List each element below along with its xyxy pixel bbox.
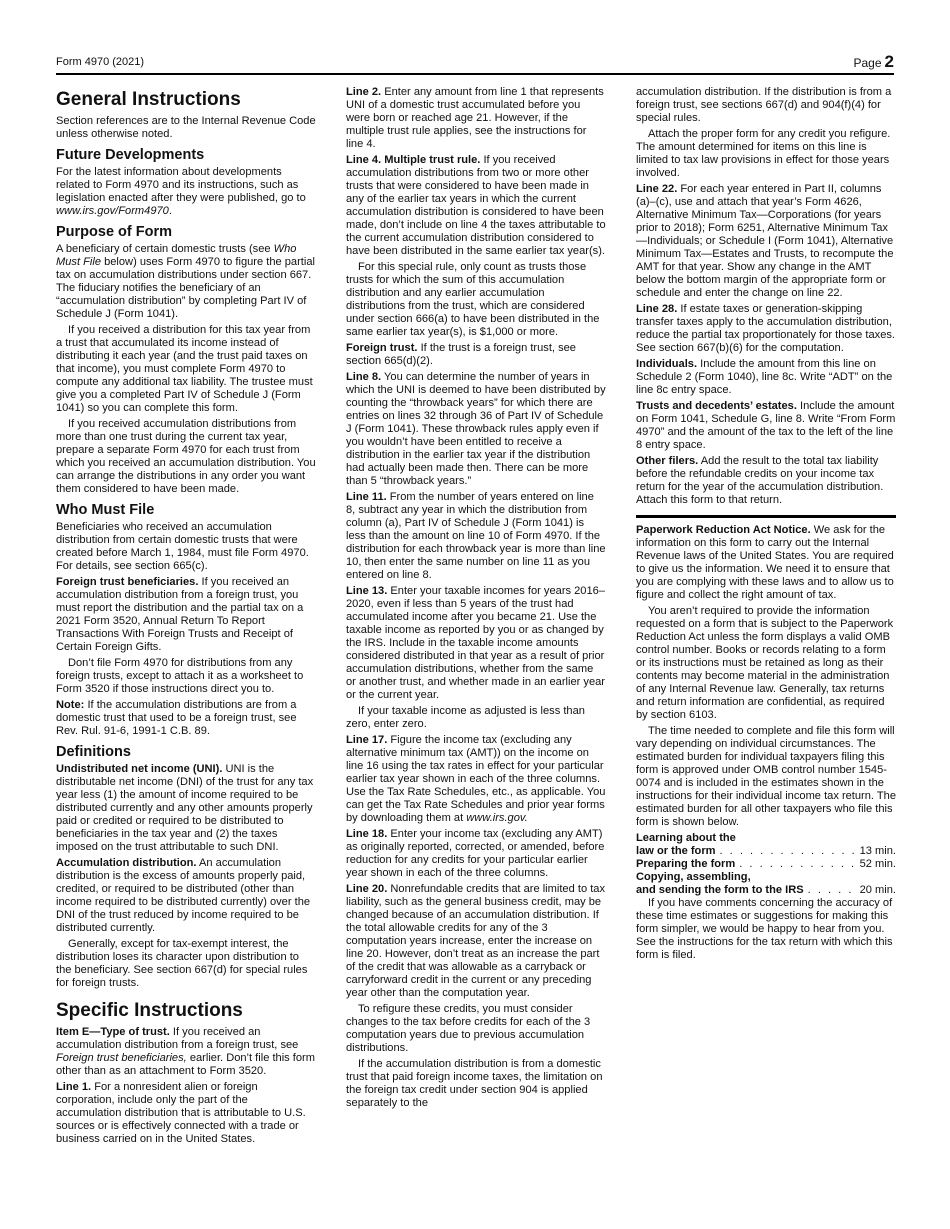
wmf-paragraph-2: Foreign trust beneficiaries. If you received an accumulation distribution from a foreign trust, you must report the distribution and the partial tax on a 2021 Form 3520, Annual Return To Report Transactions With Foreign Trusts and Receipt of Certain Foreign Gifts. (56, 576, 304, 653)
comments-paragraph: If you have comments concerning the accuracy of these time estimates or suggestions for making this form simpler, we would be happy to hear from you. See the instructions for the tax return with which this form is filed. (636, 897, 893, 961)
column-3 (636, 86, 896, 965)
future-developments-heading: Future Developments (56, 147, 205, 163)
continued-paragraph-2: Attach the proper form for any credit you refigure. The amount determined for items on this line is limited to tax law provisions in effect for those years involved. (636, 128, 891, 179)
paperwork-paragraph-3: The time needed to complete and file this form will vary depending on individual circumstances. The estimated burden for individual taxpayers filing this form is approved under OMB control number 1545-0074 and is included in the estimates shown in the instructions for their individual income tax return. The estimated burden for all other taxpayers who file this form is shown below. (636, 725, 897, 828)
line-22: Line 22. For each year entered in Part II, columns (a)–(c), use and attach that year’s Form 4626, Alternative Minimum Tax—Corporations (for years prior to 2018); Form 6251, Alternative Minimum Tax—Individuals; or Schedule I (Form 1041), Alternative Minimum Tax—Estates and Trusts, to recompute the AMT for that year. Show any change in the AMT below the bottom margin of the appropriate form or schedule and enter the change on line 22. (636, 183, 894, 299)
pf-paragraph-1: A beneficiary of certain domestic trusts (see Who Must File below) uses Form 4970 to figure the partial tax on accumulation distributions under section 667. The fiduciary notifies the beneficiary of an “accumulation distribution” by completing Part IV of Schedule J (Form 1041). (56, 243, 315, 320)
other-filers: Other filers. Add the result to the total tax liability before the refundable credits on your income tax return for the year of the accumulation distribution. Attach this form to that return. (636, 455, 884, 506)
page-label: Page (853, 56, 882, 70)
irs-link-2[interactable]: www.irs.gov. (466, 812, 528, 824)
line-4: Line 4. Multiple trust rule. If you received accumulation distributions from two or more other trusts that were considered to have been made in any of the earlier tax years in which the current accumulation distribution is considered to have been made, don’t include on line 4 the taxes attributable to the current accumulation distribution considered to have been distributed in the same earlier tax year(s). (346, 154, 606, 257)
paperwork-paragraph-2: You aren’t required to provide the information requested on a form that is subject to the Paperwork Reduction Act unless the form displays a valid OMB control number. Books or records relating to a form or its instructions must be retained as long as their contents may become material in the administration of any Internal Revenue law. Generally, tax returns and return information are confidential, as required by section 6103. (636, 605, 894, 721)
purpose-of-form-heading: Purpose of Form (56, 224, 173, 240)
wmf-paragraph-1: Beneficiaries who received an accumulation distribution from certain domestic trusts that were created before March 1, 1984, must file Form 4970. For details, see section 665(c). (56, 521, 309, 572)
def-uni: Undistributed net income (UNI). UNI is the distributable net income (DNI) of the trust for any tax year less (1) the amount of income required to be distributed currently and any other amounts properly paid or credited or required to be distributed to beneficiaries in the tax year and (2) the taxes imposed on the trust attributable to such DNI. (56, 763, 314, 853)
line-2: Line 2. Enter any amount from line 1 that represents UNI of a domestic trust accumulated before you were born or reached age 21. However, if the multiple trust rule applies, see the instructions for line 4. (346, 86, 604, 150)
line-20-paragraph-3: If the accumulation distribution is from a domestic trust that paid foreign income taxes, the limitation on the foreign tax credit under section 904 is applied separately to the (346, 1058, 603, 1109)
line-4-paragraph-2: For this special rule, only count as trusts those trusts for which the sum of this accumulation distribution and any earlier accumulation distributions from the trust, which are considered under section 666(a) to have been distributed in the same earlier tax year(s), is $1,000 or more. (346, 261, 600, 338)
individuals: Individuals. Include the amount from this line on Schedule 2 (Form 1040), line 8c. Write “ADT” on the line 8c entry space. (636, 358, 893, 396)
burden-table (636, 832, 896, 897)
form-id-header: Form 4970 (2021) (56, 56, 145, 68)
burden-row-learning: law or the form . . . 13 min. (636, 845, 896, 858)
specific-instructions-heading: Specific Instructions (56, 1000, 243, 1021)
line-20: Line 20. Nonrefundable credits that are limited to tax liability, such as the general business credit, may be changed because of an accumulation distribution. If the total allowable credits for any of the 3 computation years increase, enter the increase on line 20. However, don’t treat as an increase the part of the credit that was allowable as a carryback or carryforward credit in the current or any preceding year other than the computation year. (346, 883, 605, 999)
foreign-trust: Foreign trust. If the trust is a foreign trust, see section 665(d)(2). (346, 342, 576, 367)
def-paragraph-3: Generally, except for tax-exempt interest, the distribution loses its character upon distribution to the beneficiary. See section 667(d) for special rules for foreign trusts. (56, 938, 308, 989)
line-17: Line 17. Figure the income tax (excluding any alternative minimum tax (AMT)) on the income on line 16 using the tax rates in effect for your particular earlier tax year shown in each of the three columns. Use the Tax Rate Schedules, etc., as applicable. You can get the Tax Rate Schedules and prior year forms by downloading them at www.irs.gov. (346, 734, 606, 824)
line-13-paragraph-2: If your taxable income as adjusted is less than zero, enter zero. (346, 705, 585, 730)
gi-paragraph: Section references are to the Internal Revenue Code unless otherwise noted. (56, 115, 316, 140)
pf-paragraph-3: If you received accumulation distributions from more than one trust during the current tax year, prepare a separate Form 4970 for each trust from which you received an accumulation distribution. You can arrange the distributions in any order you want them considered to have been made. (56, 418, 316, 495)
line-18: Line 18. Enter your income tax (excluding any AMT) as originally reported, corrected, or amended, before reduction for any credits for your particular earlier year shown in each of the three columns. (346, 828, 605, 879)
definitions-heading: Definitions (56, 744, 131, 760)
header-rule (56, 73, 894, 75)
section-divider (636, 515, 896, 518)
wmf-note: Note: If the accumulation distributions are from a domestic trust that used to be a foreign trust, see Rev. Rul. 91-6, 1991-1 C.B. 89. (56, 699, 297, 737)
page-number: 2 (884, 52, 894, 71)
who-must-file-heading: Who Must File (56, 502, 155, 518)
general-instructions-heading: General Instructions (56, 89, 241, 110)
burden-row-preparing: Preparing the form . . . 52 min. (636, 858, 896, 871)
page-number-header (854, 52, 895, 72)
continued-text: accumulation distribution. If the distribution is from a foreign trust, see sections 667(d) and 904(f)(4) for special rules. (636, 86, 892, 124)
fd-paragraph: For the latest information about developments related to Form 4970 and its instructions, such as legislation enacted after they were published, go to www.irs.gov/Form4970. (56, 166, 306, 217)
burden-row-copying: and sending the form to the IRS . . . 20 min. (636, 884, 896, 897)
line-28: Line 28. If estate taxes or generation-skipping transfer taxes apply to the accumulation distribution, reduce the partial tax proportionately for those taxes. See section 667(b)(6) for the computation. (636, 303, 896, 354)
line-11: Line 11. From the number of years entered on line 8, subtract any year in which the distribution from column (a), Part IV of Schedule J (Form 1041) is less than the amount on line 10 of Form 4970. If the distribution for each throwback year is more than line 10, then enter the same number on line 11 as you entered on line 8. (346, 491, 606, 581)
line-20-paragraph-2: To refigure these credits, you must consider changes to the tax before credits for each of the 3 computation years due to previous accumulation distributions. (346, 1003, 591, 1054)
paperwork-notice: Paperwork Reduction Act Notice. We ask for the information on this form to carry out the Internal Revenue laws of the United States. You are required to give us the information. We need it to ensure that you are complying with these laws and to allow us to figure and collect the right amount of tax. (636, 524, 894, 601)
si-item-e: Item E—Type of trust. If you received an accumulation distribution from a foreign trust, see Foreign trust beneficiaries, earlier. Don’t file this form other than as an attachment to Form 3520. (56, 1026, 315, 1077)
column-2 (346, 86, 606, 1113)
burden-learning-label: Learning about the (636, 832, 736, 844)
line-8: Line 8. You can determine the number of years in which the UNI is deemed to have been distributed by counting the “throwback years” for which there are entries on lines 32 through 36 of Part IV of Schedule J (Form 1041). These throwback rules apply even if you wouldn’t have been entitled to receive a distribution in the earlier tax year if the distribution had actually been made then. There can be more than 5 “throwback years.” (346, 371, 606, 487)
def-accumulation: Accumulation distribution. An accumulation distribution is the excess of amounts properly paid, credited, or required to be distributed (other than income required to be distributed currently) over the DNI of the trust reduced by income required to be distributed currently. (56, 857, 311, 934)
wmf-paragraph-3: Don’t file Form 4970 for distributions from any foreign trusts, except to attach it as a worksheet to Form 3520 if those instructions direct you to. (56, 657, 304, 695)
trusts-estates: Trusts and decedents’ estates. Include the amount on Form 1041, Schedule G, line 8. Write “From Form 4970” and the amount of the tax to the left of the line 8 entry space. (636, 400, 896, 451)
si-line-1: Line 1. For a nonresident alien or foreign corporation, include only the part of the accumulation distribution that is attributable to U.S. sources or is effectively connected with a trade or business carried on in the United States. (56, 1081, 306, 1145)
burden-copying-label: Copying, assembling, (636, 871, 751, 883)
line-13: Line 13. Enter your taxable incomes for years 2016–2020, even if less than 5 years of the trust had accumulated income after you became 21. Use the taxable income as reported by you or as changed by the IRS. Include in the taxable income amounts considered distributed in that year as a result of prior accumulation distributions, whether from the same or another trust, and whether made in an earlier year or the current year. (346, 585, 605, 701)
irs-link[interactable]: www.irs.gov/Form4970 (56, 205, 169, 217)
column-1 (56, 86, 316, 1149)
pf-paragraph-2: If you received a distribution for this tax year from a trust that accumulated its income instead of distributing it each year (and the trust paid taxes on that income), you must complete Form 4970 to compute any additional tax liability. The trustee must give you a completed Part IV of Schedule J (Form 1041) so you can complete this form. (56, 324, 313, 414)
